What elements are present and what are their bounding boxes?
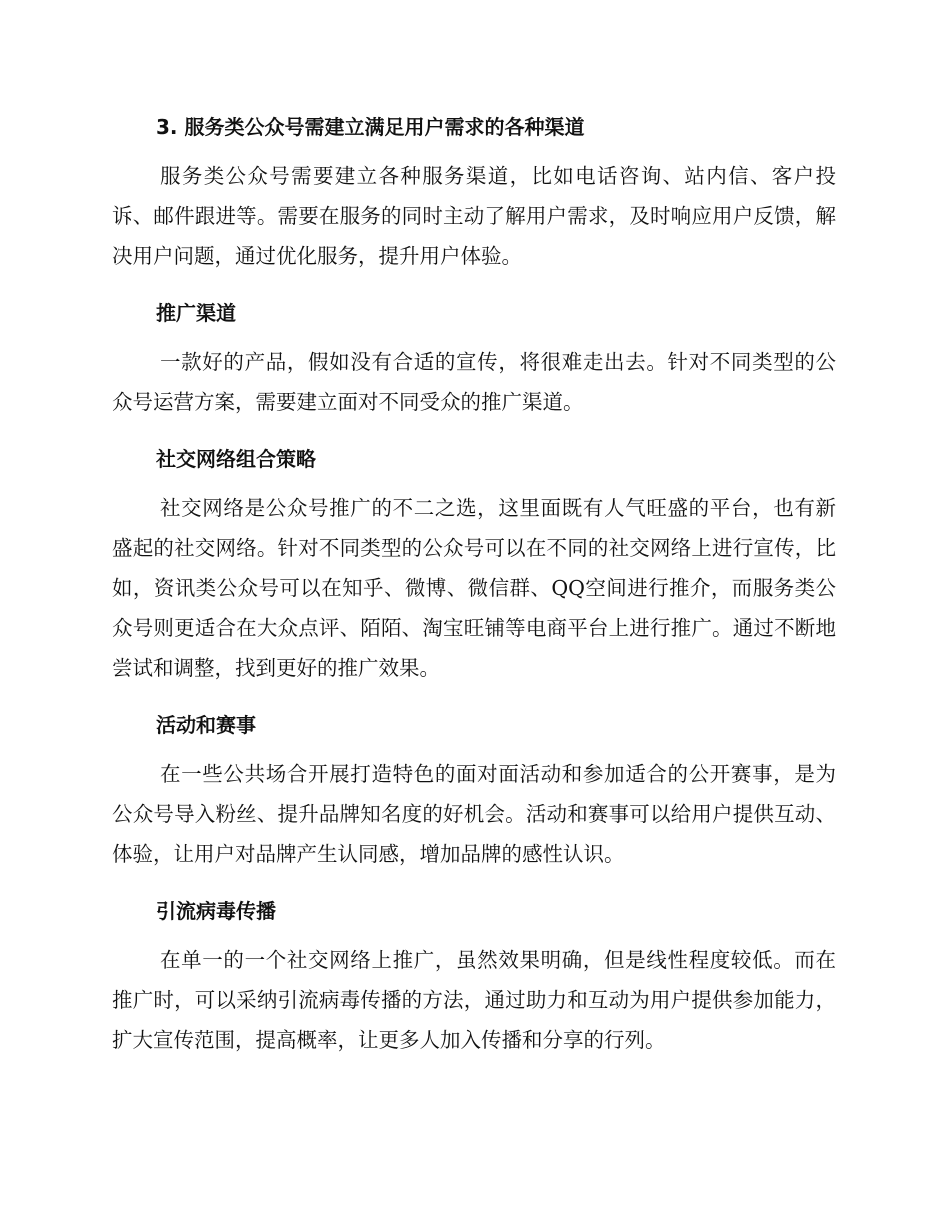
section-viral-spread xyxy=(112,892,836,1060)
section-paragraph: 社交网络是公众号推广的不二之选，这里面既有人气旺盛的平台，也有新盛起的社交网络。针对不同类型的公众号可以在不同的社交网络上进行宣传，比如，资讯类公众号可以在知乎、微博、微信群、QQ空间进行推介，而服务类公众号则更适合在大众点评、陌陌、淘宝旺铺等电商平台上进行推广。通过不断地尝试和调整，找到更好的推广效果。 xyxy=(112,496,836,680)
section-paragraph: 在一些公共场合开展打造特色的面对面活动和参加适合的公开赛事，是为公众号导入粉丝、提升品牌知名度的好机会。活动和赛事可以给用户提供互动、体验，让用户对品牌产生认同感，增加品牌的感性认识。 xyxy=(112,762,836,866)
section-heading: 3. 服务类公众号需建立满足用户需求的各种渠道 xyxy=(156,115,585,139)
document-page xyxy=(112,108,836,1078)
section-heading: 引流病毒传播 xyxy=(156,899,276,923)
section-events-competitions xyxy=(112,706,836,874)
section-paragraph: 服务类公众号需要建立各种服务渠道，比如电话咨询、站内信、客户投诉、邮件跟进等。需要在服务的同时主动了解用户需求，及时响应用户反馈，解决用户问题，通过优化服务，提升用户体验。 xyxy=(112,164,836,268)
section-heading: 社交网络组合策略 xyxy=(156,447,316,471)
section-heading: 活动和赛事 xyxy=(156,713,256,737)
section-paragraph: 在单一的一个社交网络上推广，虽然效果明确，但是线性程度较低。而在推广时，可以采纳引流病毒传播的方法，通过助力和互动为用户提供参加能力，扩大宣传范围，提高概率，让更多人加入传播和分享的行列。 xyxy=(112,948,836,1052)
section-promotion-channels xyxy=(112,294,836,422)
section-heading: 推广渠道 xyxy=(156,301,236,325)
section-service-channels xyxy=(112,108,836,276)
section-paragraph: 一款好的产品，假如没有合适的宣传，将很难走出去。针对不同类型的公众号运营方案，需要建立面对不同受众的推广渠道。 xyxy=(112,350,836,414)
section-social-network-strategy xyxy=(112,440,836,688)
